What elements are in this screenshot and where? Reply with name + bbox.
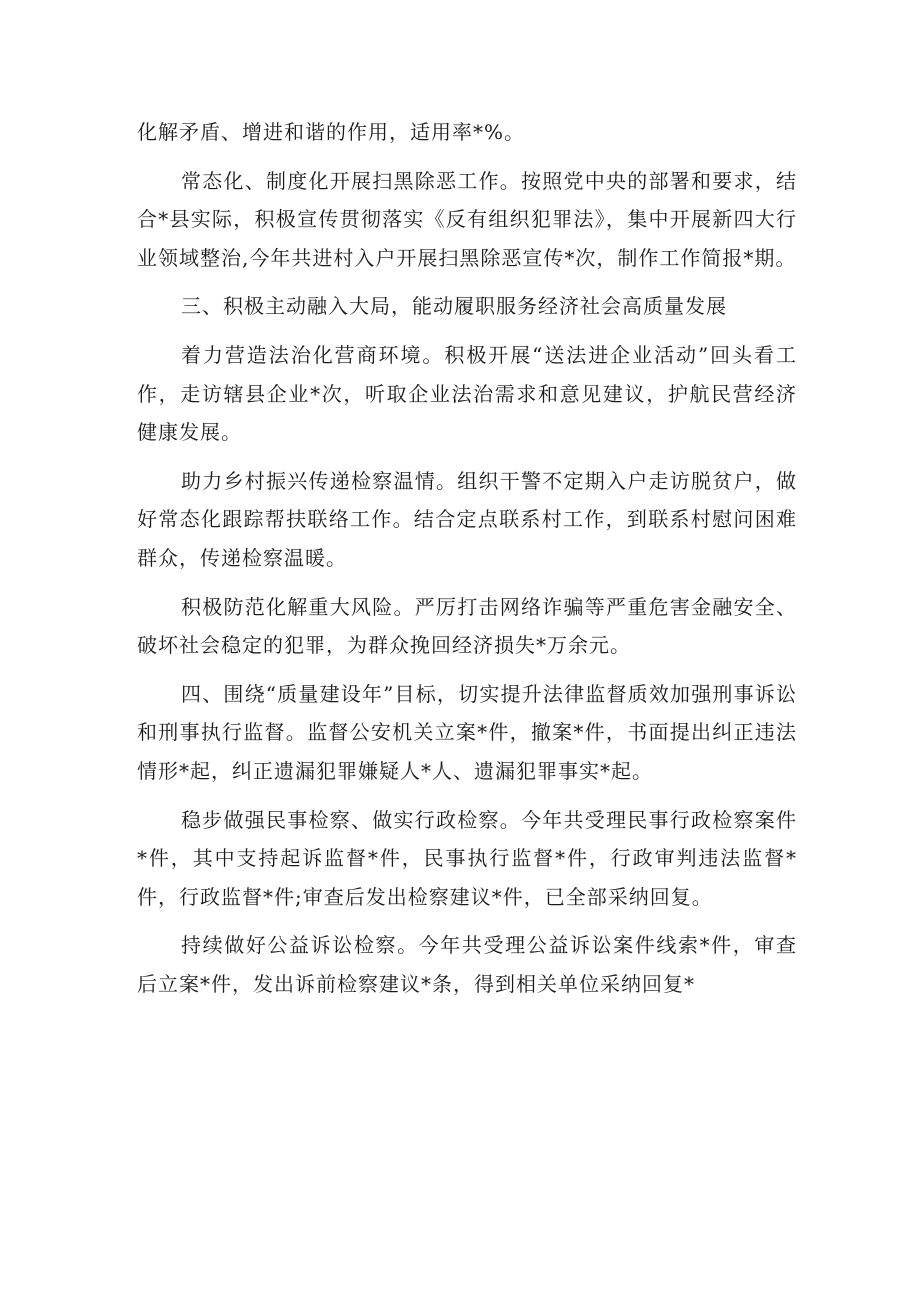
- paragraph-spacer: [137, 277, 797, 287]
- section-heading-4-paragraph: 四、围绕“质量建设年”目标，切实提升法律监督质效加强刑事诉讼和刑事执行监督。监督公安机关立案*件，撤案*件，书面提出纠正违法情形*起，纠正遗漏犯罪嫌疑人*人、遗漏犯罪事实*起。: [137, 681, 797, 783]
- document-body: [137, 113, 797, 1003]
- paragraph-9: 持续做好公益诉讼检察。今年共受理公益诉讼案件线索*件，审查后立案*件，发出诉前检察建议*条，得到相关单位采纳回复*: [137, 933, 797, 996]
- paragraph-spacer: [137, 578, 797, 588]
- paragraph-spacer: [137, 916, 797, 926]
- paragraph-spacer: [137, 791, 797, 801]
- paragraph-8: 稳步做强民事检察、做实行政检察。今年共受理民事行政检察案件*件，其中支持起诉监督*件，民事执行监督*件，行政审判违法监督*件，行政监督*件;审查后发出检察建议*件，已全部采纳回复。: [137, 807, 797, 909]
- section-heading-3: 三、积极主动融入大局，能动履职服务经济社会高质量发展: [181, 294, 727, 319]
- paragraph-4: 着力营造法治化营商环境。积极开展“送法进企业活动”回头看工作，走访辖县企业*次，听取企业法治需求和意见建议，护航民营经济健康发展。: [137, 342, 797, 445]
- paragraph-spacer: [137, 152, 797, 162]
- paragraph-spacer: [137, 665, 797, 675]
- paragraph-6: 积极防范化解重大风险。严厉打击网络诈骗等严重危害金融安全、破坏社会稳定的犯罪，为群众挽回经济损失*万余元。: [137, 594, 797, 658]
- paragraph-1: 化解矛盾、增进和谐的作用，适用率*%。: [137, 120, 526, 144]
- paragraph-spacer: [137, 326, 797, 336]
- paragraph-spacer: [137, 452, 797, 462]
- paragraph-2: 常态化、制度化开展扫黑除恶工作。按照党中央的部署和要求，结合*县实际，积极宣传贯彻落实《反有组织犯罪法》，集中开展新四大行业领域整治,今年共进村入户开展扫黑除恶宣传*次，制作工作简报*期。: [137, 168, 797, 270]
- paragraph-5: 助力乡村振兴传递检察温情。组织干警不定期入户走访脱贫户，做好常态化跟踪帮扶联络工作。结合定点联系村工作，到联系村慰问困难群众，传递检察温暖。: [137, 468, 797, 570]
